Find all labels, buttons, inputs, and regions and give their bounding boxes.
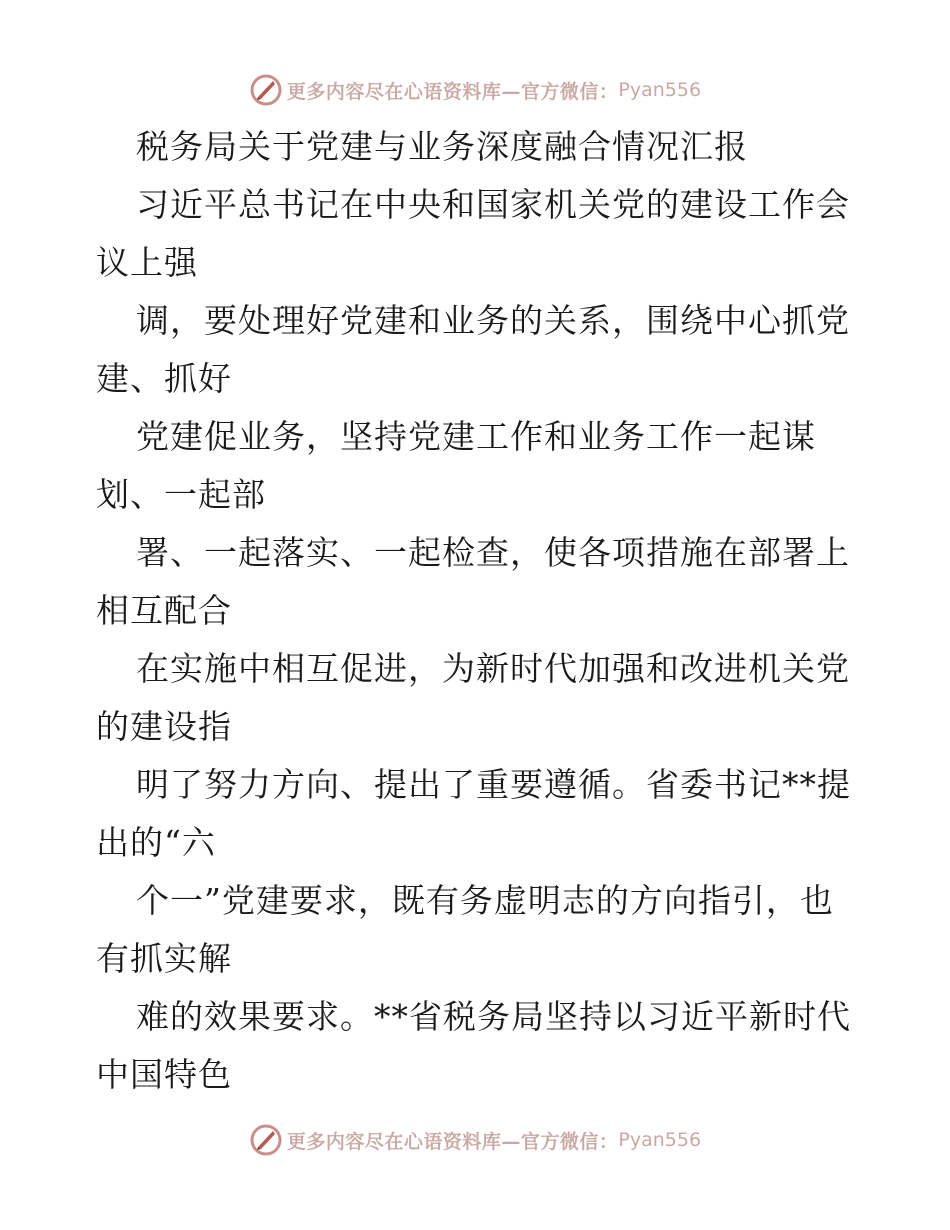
document-line: 难的效果要求。**省税务局坚持以习近平新时代 <box>136 997 851 1036</box>
document-line: 议上强 <box>96 243 198 282</box>
watermark-handle: Pyan556 <box>618 79 702 101</box>
quill-logo-icon <box>249 1123 283 1157</box>
document-line: 的建设指 <box>96 707 232 746</box>
document-line: 有抓实解 <box>96 939 232 978</box>
document-line: 党建促业务，坚持党建工作和业务工作一起谋 <box>136 417 816 456</box>
quill-logo-icon <box>249 73 283 107</box>
document-line: 在实施中相互促进，为新时代加强和改进机关党 <box>136 649 850 688</box>
document-line: 调，要处理好党建和业务的关系，围绕中心抓党 <box>136 301 850 340</box>
document-body <box>96 118 866 1104</box>
watermark-text: 更多内容尽在心语资料库—官方微信： <box>286 1130 619 1153</box>
document-line: 相互配合 <box>96 591 232 630</box>
document-line: 划、一起部 <box>96 475 266 514</box>
document-line: 个一”党建要求，既有务虚明志的方向指引，也 <box>136 881 834 920</box>
document-line: 署、一起落实、一起检查，使各项措施在部署上 <box>136 533 850 572</box>
document-line: 明了努力方向、提出了重要遵循。省委书记**提 <box>136 765 851 804</box>
document-line: 习近平总书记在中央和国家机关党的建设工作会 <box>136 185 850 224</box>
watermark-banner-bottom <box>0 1120 950 1160</box>
document-line: 中国特色 <box>96 1055 232 1094</box>
document-line: 出的“六 <box>96 823 216 862</box>
document-line: 建、抓好 <box>96 359 232 398</box>
watermark-text: 更多内容尽在心语资料库—官方微信： <box>286 80 619 103</box>
document-line: 税务局关于党建与业务深度融合情况汇报 <box>136 127 748 166</box>
watermark-handle: Pyan556 <box>618 1129 702 1151</box>
watermark-banner-top <box>0 70 950 110</box>
